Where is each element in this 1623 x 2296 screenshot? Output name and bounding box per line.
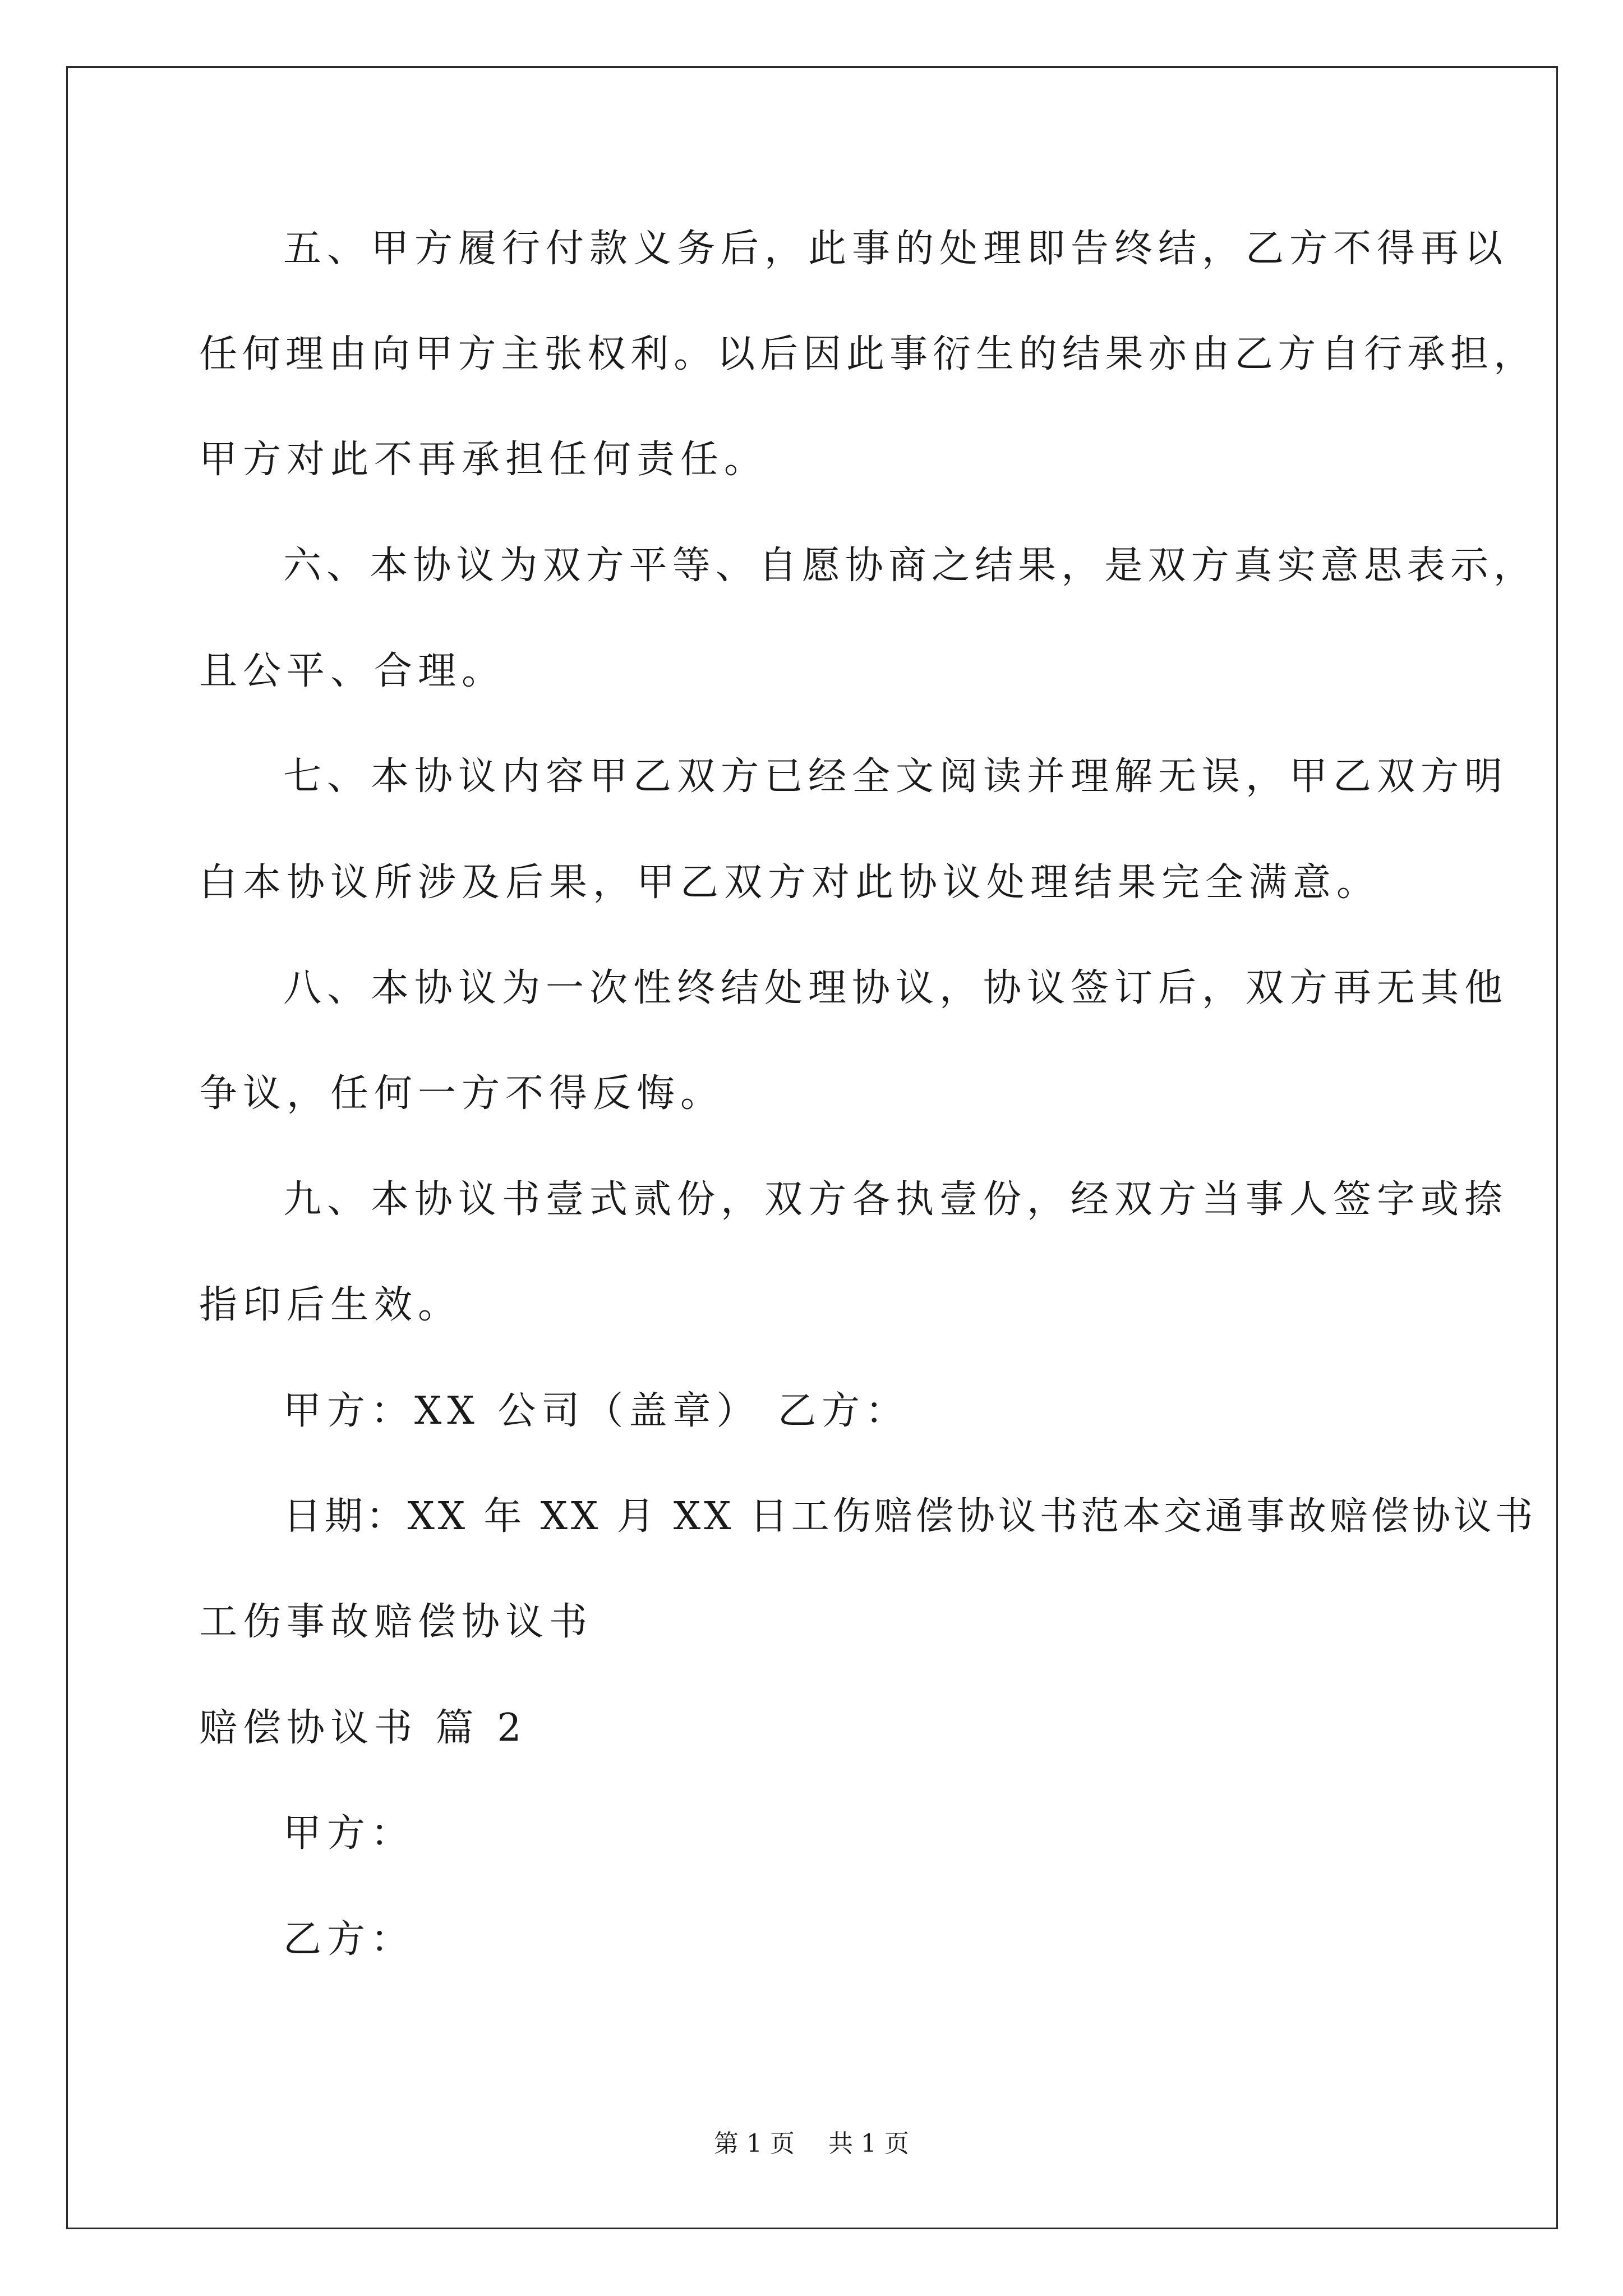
text-line: 甲方：XX 公司（盖章） 乙方：	[283, 1389, 910, 1433]
text-line: 争议，任何一方不得反悔。	[199, 1071, 725, 1116]
text-line: 白本协议所涉及后果，甲乙双方对此协议处理结果完全满意。	[199, 861, 1381, 905]
text-line: 工伤事故赔偿协议书	[199, 1600, 593, 1644]
text-line: 甲方：	[283, 1811, 415, 1856]
text-line: 七、本协议内容甲乙双方已经全文阅读并理解无误，甲乙双方明	[283, 754, 1509, 799]
text-line: 且公平、合理。	[199, 649, 506, 693]
text-line: 九、本协议书壹式贰份，双方各执壹份，经双方当事人签字或捺	[283, 1177, 1509, 1222]
text-line: 日期：XX 年 XX 月 XX 日工伤赔偿协议书范本交通事故赔偿协议书	[283, 1494, 1537, 1539]
page-border	[66, 66, 1558, 2229]
text-line: 甲方对此不再承担任何责任。	[199, 438, 768, 482]
text-line: 任何理由向甲方主张权利。以后因此事衍生的结果亦由乙方自行承担，	[199, 332, 1537, 376]
text-line: 五、甲方履行付款义务后，此事的处理即告终结，乙方不得再以	[283, 227, 1509, 271]
text-line: 八、本协议为一次性终结处理协议，协议签订后，双方再无其他	[283, 966, 1509, 1010]
footer-page-number: 第 1 页	[714, 2129, 795, 2158]
footer-page-total: 共 1 页	[828, 2129, 909, 2158]
text-line: 六、本协议为双方平等、自愿协商之结果，是双方真实意思表示，	[283, 544, 1537, 588]
text-line: 指印后生效。	[199, 1283, 462, 1327]
text-line: 乙方：	[283, 1917, 415, 1962]
section-heading: 赔偿协议书 篇 2	[199, 1706, 527, 1750]
page-footer	[0, 2129, 1623, 2158]
